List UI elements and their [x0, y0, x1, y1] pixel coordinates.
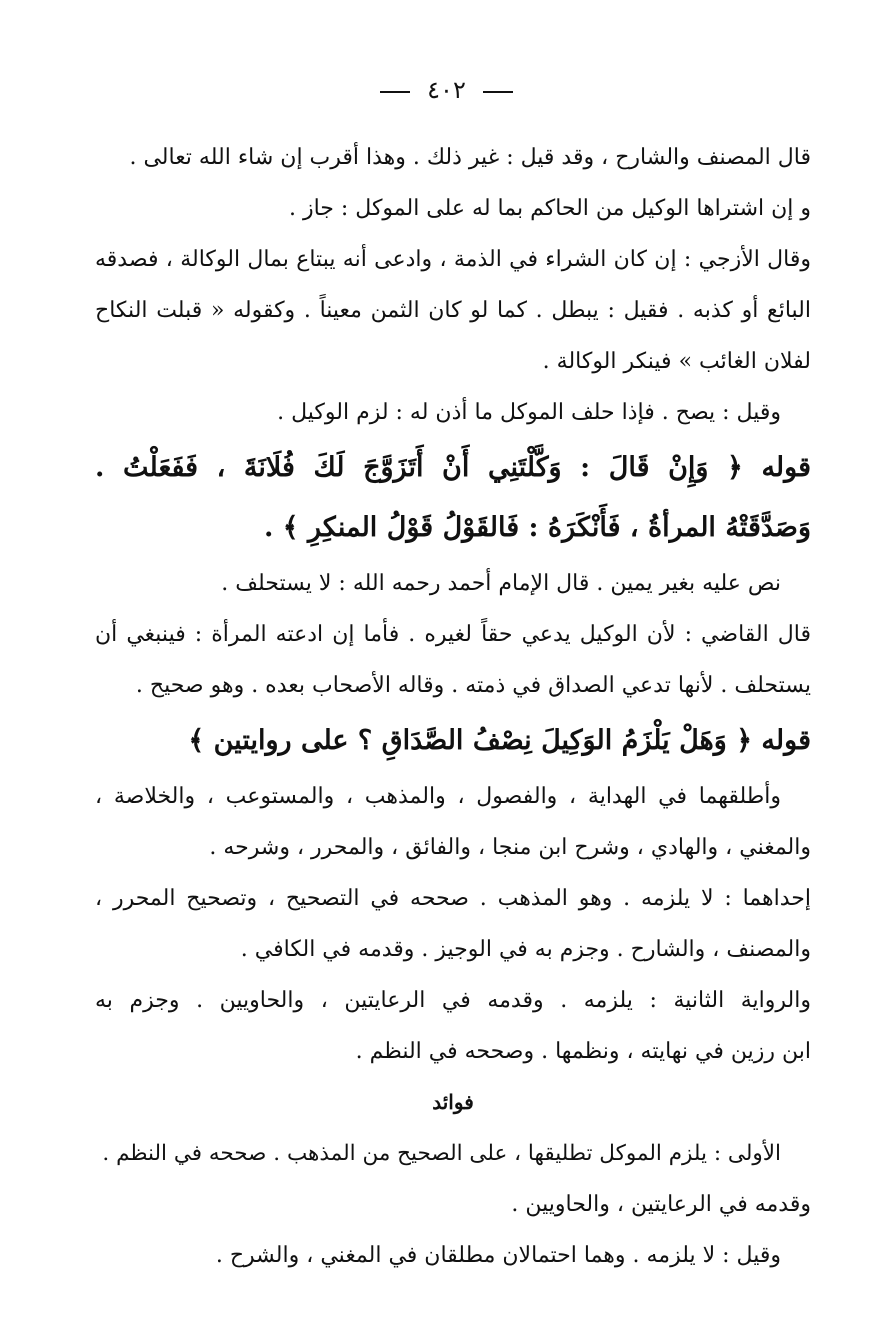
page-header: [0, 76, 893, 104]
text-line: البائع أو كذبه . فقيل : يبطل . كما لو كان الثمن معيناً . وكقوله « قبلت النكاح: [95, 298, 811, 323]
text-line: لفلان الغائب » فينكر الوكالة .: [542, 349, 811, 374]
page-body: [95, 132, 811, 1281]
text-line: إحداهما : لا يلزمه . وهو المذهب . صححه في التصحيح ، وتصحيح المحرر ،: [95, 886, 811, 911]
section-heading: فوائد: [432, 1090, 474, 1114]
text-line: الأولى : يلزم الموكل تطليقها ، على الصحيح من المذهب . صححه في النظم .: [102, 1141, 781, 1166]
text-line: وقال الأزجي : إن كان الشراء في الذمة ، وادعى أنه يبتاع بمال الوكالة ، فصدقه: [95, 247, 811, 272]
text-line: نص عليه بغير يمين . قال الإمام أحمد رحمه الله : لا يستحلف .: [221, 571, 781, 596]
text-line: والمصنف ، والشارح . وجزم به في الوجيز . وقدمه في الكافي .: [240, 937, 811, 962]
text-line: وقيل : يصح . فإذا حلف الموكل ما أذن له : لزم الوكيل .: [277, 400, 781, 425]
page-number: ٤٠٢: [427, 76, 466, 104]
text-line: ابن رزين في نهايته ، ونظمها . وصححه في النظم .: [355, 1039, 811, 1064]
text-line: والمغني ، والهادي ، وشرح ابن منجا ، والفائق ، والمحرر ، وشرحه .: [209, 835, 811, 860]
text-line: قال المصنف والشارح ، وقد قيل : غير ذلك . وهذا أقرب إن شاء الله تعالى .: [129, 145, 811, 170]
quoted-matn-line: وَصَدَّقَتْهُ المرأةُ ، فَأَنْكَرَهُ : فَالقَوْلُ قَوْلُ المنكِرِ ﴾ .: [263, 512, 811, 543]
text-line: يستحلف . لأنها تدعي الصداق في ذمته . وقاله الأصحاب بعده . وهو صحيح .: [135, 673, 811, 698]
text-line: وقيل : لا يلزمه . وهما احتمالان مطلقان في المغني ، والشرح .: [215, 1243, 781, 1268]
header-dash-right: [483, 91, 513, 93]
quoted-matn-line: قوله ﴿ وَإِنْ قَالَ : وَكَّلْتَنِي أَنْ أَتَزَوَّجَ لَكَ فُلَانَةَ ، فَفَعَلْتُ .: [95, 452, 811, 483]
text-line: وأطلقهما في الهداية ، والفصول ، والمذهب ، والمستوعب ، والخلاصة ،: [95, 784, 782, 809]
quoted-matn-line: قوله ﴿ وَهَلْ يَلْزَمُ الوَكِيلَ نِصْفُ الصَّدَاقِ ؟ على روايتين ﴾: [188, 725, 811, 756]
header-dash-left: [380, 91, 410, 93]
text-line: والرواية الثانية : يلزمه . وقدمه في الرعايتين ، والحاويين . وجزم به: [95, 988, 811, 1013]
text-line: قال القاضي : لأن الوكيل يدعي حقاً لغيره . فأما إن ادعته المرأة : فينبغي أن: [95, 622, 811, 647]
text-line: و إن اشتراها الوكيل من الحاكم بما له على الموكل : جاز .: [288, 196, 811, 221]
text-line: وقدمه في الرعايتين ، والحاويين .: [511, 1192, 811, 1217]
